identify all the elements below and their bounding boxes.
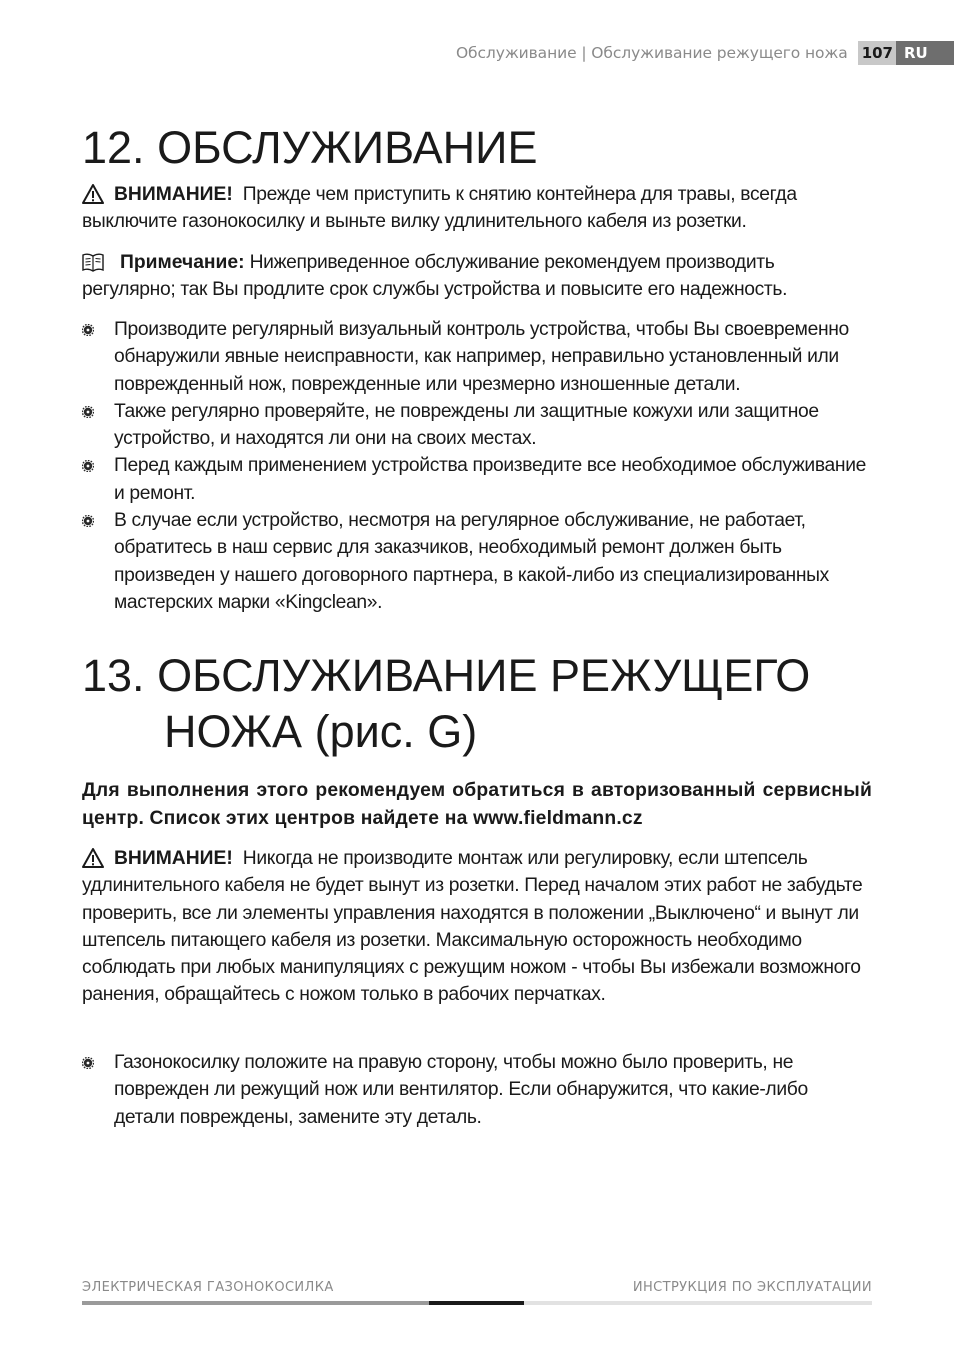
footer-divider-segment — [429, 1301, 524, 1305]
list-item — [82, 507, 872, 616]
section-13-title-line1: ОБСЛУЖИВАНИЕ РЕЖУЩЕГО — [157, 650, 811, 701]
list-item — [82, 316, 872, 398]
section-12-warning — [82, 181, 872, 236]
section-12-title-text: ОБСЛУЖИВАНИЕ — [157, 122, 538, 173]
section-13-warning — [82, 845, 872, 1009]
bullet-text: Перед каждым применением устройства произведите все необходимое обслуживание и ремонт. — [114, 455, 866, 504]
gear-bullet-icon — [82, 515, 94, 527]
list-item — [82, 398, 872, 453]
note-label: Примечание: — [120, 252, 245, 273]
section-13-title — [82, 648, 810, 760]
section-12-note — [82, 249, 872, 304]
gear-bullet-icon — [82, 460, 94, 472]
section-13-bullet-list — [82, 1049, 872, 1131]
warning-text: Никогда не производите монтаж или регулировку, если штепсель удлинительного кабеля не будет вынут из розетки. Перед началом этих работ не забудьте проверить, все ли элементы управления находятся в положении „Выключено“ и вынут ли штепсель питающего кабеля из розетки. Максимальную осторожность необходимо соблюдать при любых манипуляциях с режущим ножом - чтобы Вы избежали возможного ранения, обращайтесь с ножом только в рабочих перчатках. — [82, 848, 863, 1006]
bullet-text: В случае если устройство, несмотря на регулярное обслуживание, не работает, обратитесь в наш сервис для заказчиков, необходимый ремонт должен быть произведен у нашего договорного партнера, в какой-либо из специализированных мастерских марки «Kingclean». — [114, 510, 829, 613]
breadcrumb: Обслуживание | Обслуживание режущего ножа — [455, 44, 848, 62]
section-12-title — [82, 120, 538, 176]
warning-text: Прежде чем приступить к снятию контейнера для травы, всегда выключите газонокосилку и выньте вилку удлинительного кабеля из розетки. — [82, 184, 797, 233]
footer-product-name: ЭЛЕКТРИЧЕСКАЯ ГАЗОНОКОСИЛКА — [82, 1280, 334, 1295]
section-13-title-line2: НОЖА (рис. G) — [164, 706, 478, 757]
warning-label: ВНИМАНИЕ! — [114, 848, 233, 869]
bullet-text: Производите регулярный визуальный контроль устройства, чтобы Вы своевременно обнаружили явные неисправности, как например, неправильно установленный или поврежденный нож, поврежденные или чрезмерно изношенные детали. — [114, 319, 849, 395]
gear-bullet-icon — [82, 1057, 94, 1069]
gear-bullet-icon — [82, 324, 94, 336]
footer-divider-segment — [524, 1301, 872, 1305]
note-icon — [82, 251, 104, 281]
list-item — [82, 452, 872, 507]
footer-manual-title: ИНСТРУКЦИЯ ПО ЭКСПЛУАТАЦИИ — [632, 1280, 872, 1295]
warning-label: ВНИМАНИЕ! — [114, 184, 233, 205]
bullet-text: Также регулярно проверяйте, не повреждены ли защитные кожухи или защитное устройство, и находятся ли они на своих местах. — [114, 400, 819, 450]
language-badge: RU — [896, 41, 954, 65]
warning-icon — [82, 183, 104, 213]
section-12-bullet-list — [82, 316, 872, 616]
list-item — [82, 1049, 872, 1131]
page-number: 107 — [858, 41, 896, 65]
section-13-number: 13. — [82, 650, 145, 701]
section-13-intro: Для выполнения этого рекомендуем обратиться в авторизованный сервисный центр. Список этих центров найдете на www.fieldmann.cz — [82, 780, 872, 829]
warning-icon — [82, 847, 104, 877]
note-text: Нижеприведенное обслуживание рекомендуем производить регулярно; так Вы продлите срок службы устройства и повысите его надежность. — [82, 252, 788, 301]
footer-divider — [82, 1301, 872, 1305]
running-header — [456, 41, 954, 65]
bullet-text: Газонокосилку положите на правую сторону, чтобы можно было проверить, не поврежден ли режущий нож или вентилятор. Если обнаружится, что какие-либо детали повреждены, замените эту деталь. — [114, 1052, 808, 1128]
section-12-number: 12. — [82, 122, 145, 173]
footer-divider-segment — [82, 1301, 429, 1305]
gear-bullet-icon — [82, 406, 94, 418]
